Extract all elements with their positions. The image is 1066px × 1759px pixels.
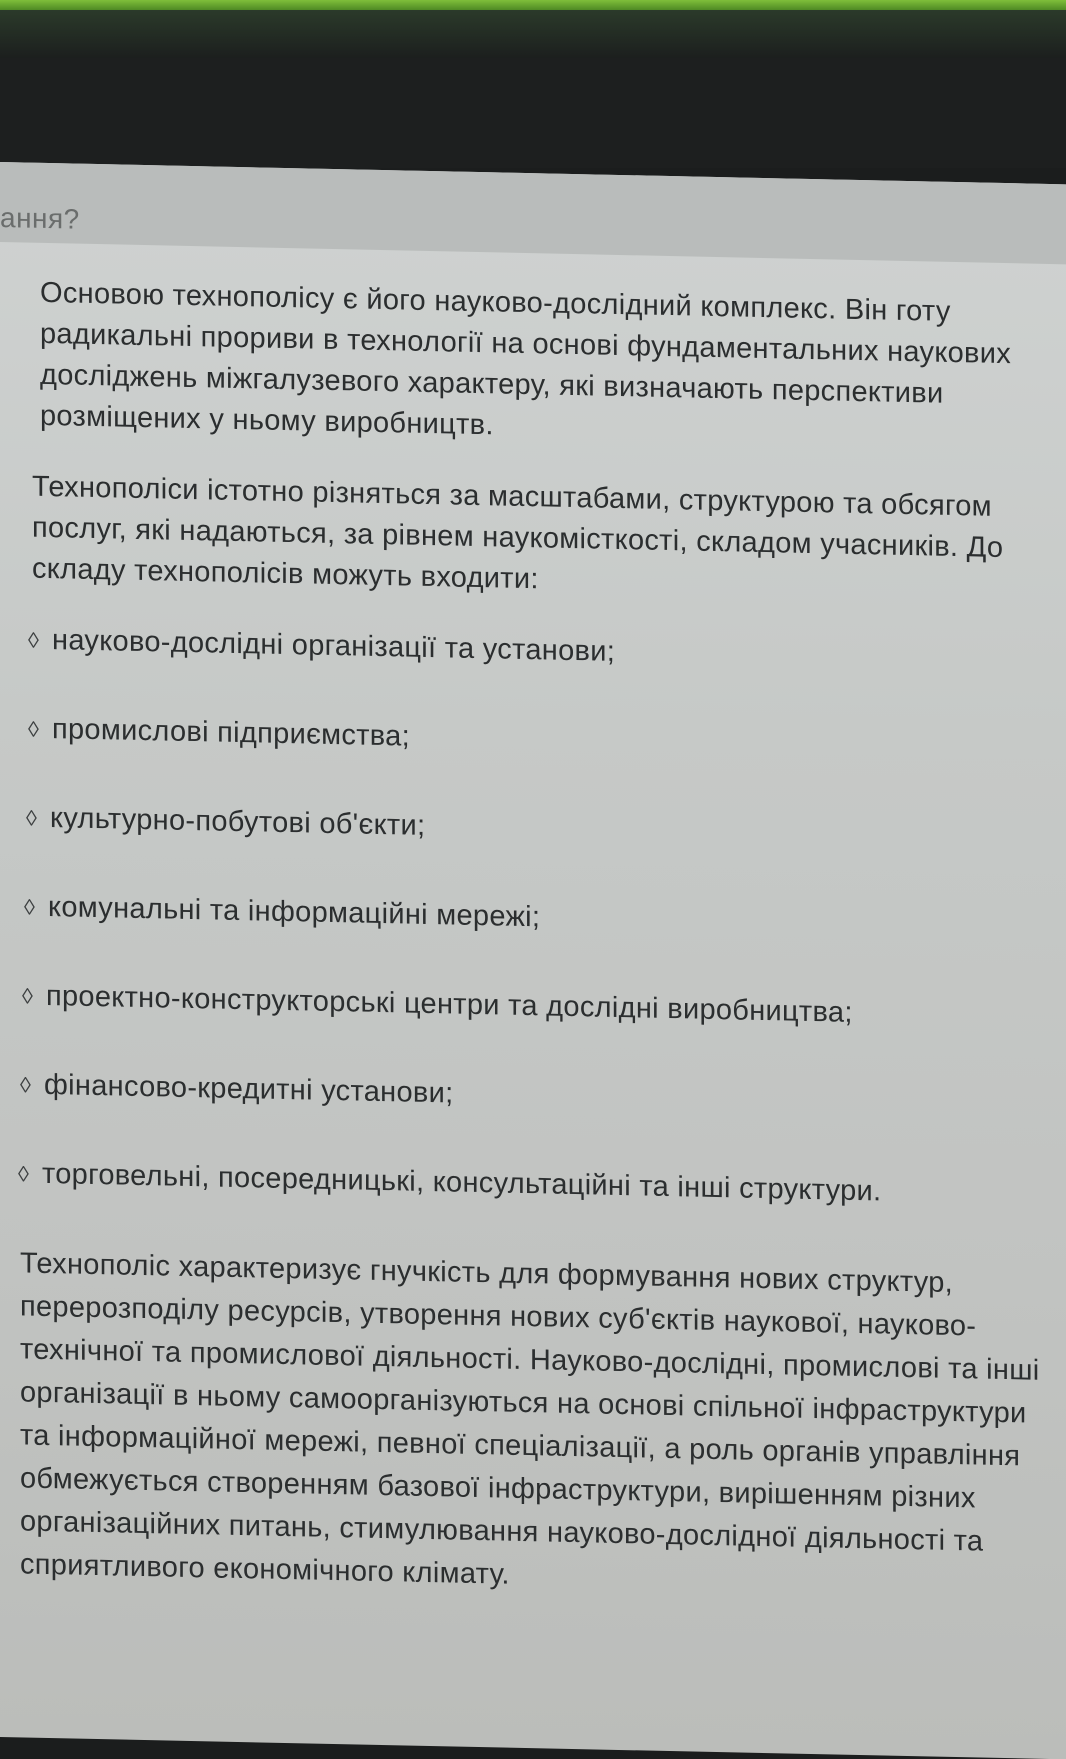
diamond-bullet-icon: ◊ (20, 1072, 32, 1098)
components-list (18, 620, 1058, 1265)
answer-content (18, 273, 1058, 1609)
answer-page (0, 162, 1066, 1759)
diamond-bullet-icon: ◊ (28, 716, 40, 742)
list-item-text: науково-дослідні організації та установи; (52, 624, 616, 668)
diamond-bullet-icon: ◊ (26, 805, 38, 831)
diamond-bullet-icon: ◊ (18, 1161, 30, 1187)
question-title: ання? (0, 202, 80, 235)
paragraph-2: Технополіси істотно різняться за масштабами, структурою та обсягом послуг, які надаються, за рівнем наукомісткості, складом учасників. До складу технополісів можуть входити: (32, 470, 1004, 596)
diamond-bullet-icon: ◊ (22, 983, 34, 1009)
top-dark-band (0, 10, 1066, 58)
top-accent-bar (0, 0, 1066, 10)
list-item-text: проектно-конструкторські центри та дослідні виробництва; (46, 979, 853, 1029)
dark-header (0, 58, 1066, 168)
list-item-text: промислові підприємства; (52, 713, 410, 753)
list-item-text: фінансово-кредитні установи; (44, 1068, 454, 1110)
paragraph-3: Технополіс характеризує гнучкість для формування нових структур, перерозподілу ресурсів, утворення нових суб'єктів наукової, науково-технічної та промислової діяльності. Науково-дослідні, промислові та інші організації в ньому самоорганізуються на основі спільної інфраструктури та інформаційної мережі, певної спеціалізації, а роль органів управління обмежується створенням базової інфраструктури, вирішенням різних організаційних питань, стимулювання науково-дослідної діяльності та сприятливого економічного клімату. (20, 1247, 1040, 1591)
list-item-text: торговельні, посередницькі, консультаційні та інші структури. (42, 1157, 882, 1208)
paragraph-1: Основою технополісу є його науково-дослідний комплекс. Він готу радикальні прориви в технології на основі фундаментальних наукових досліджень міжгалузевого характеру, які визначають перспективи розміщених у ньому виробництв. (40, 276, 1012, 442)
list-item-text: комунальні та інформаційні мережі; (48, 891, 541, 934)
diamond-bullet-icon: ◊ (28, 627, 40, 653)
question-bar (0, 162, 1066, 264)
diamond-bullet-icon: ◊ (24, 894, 36, 920)
list-item-text: культурно-побутові об'єкти; (50, 802, 426, 842)
